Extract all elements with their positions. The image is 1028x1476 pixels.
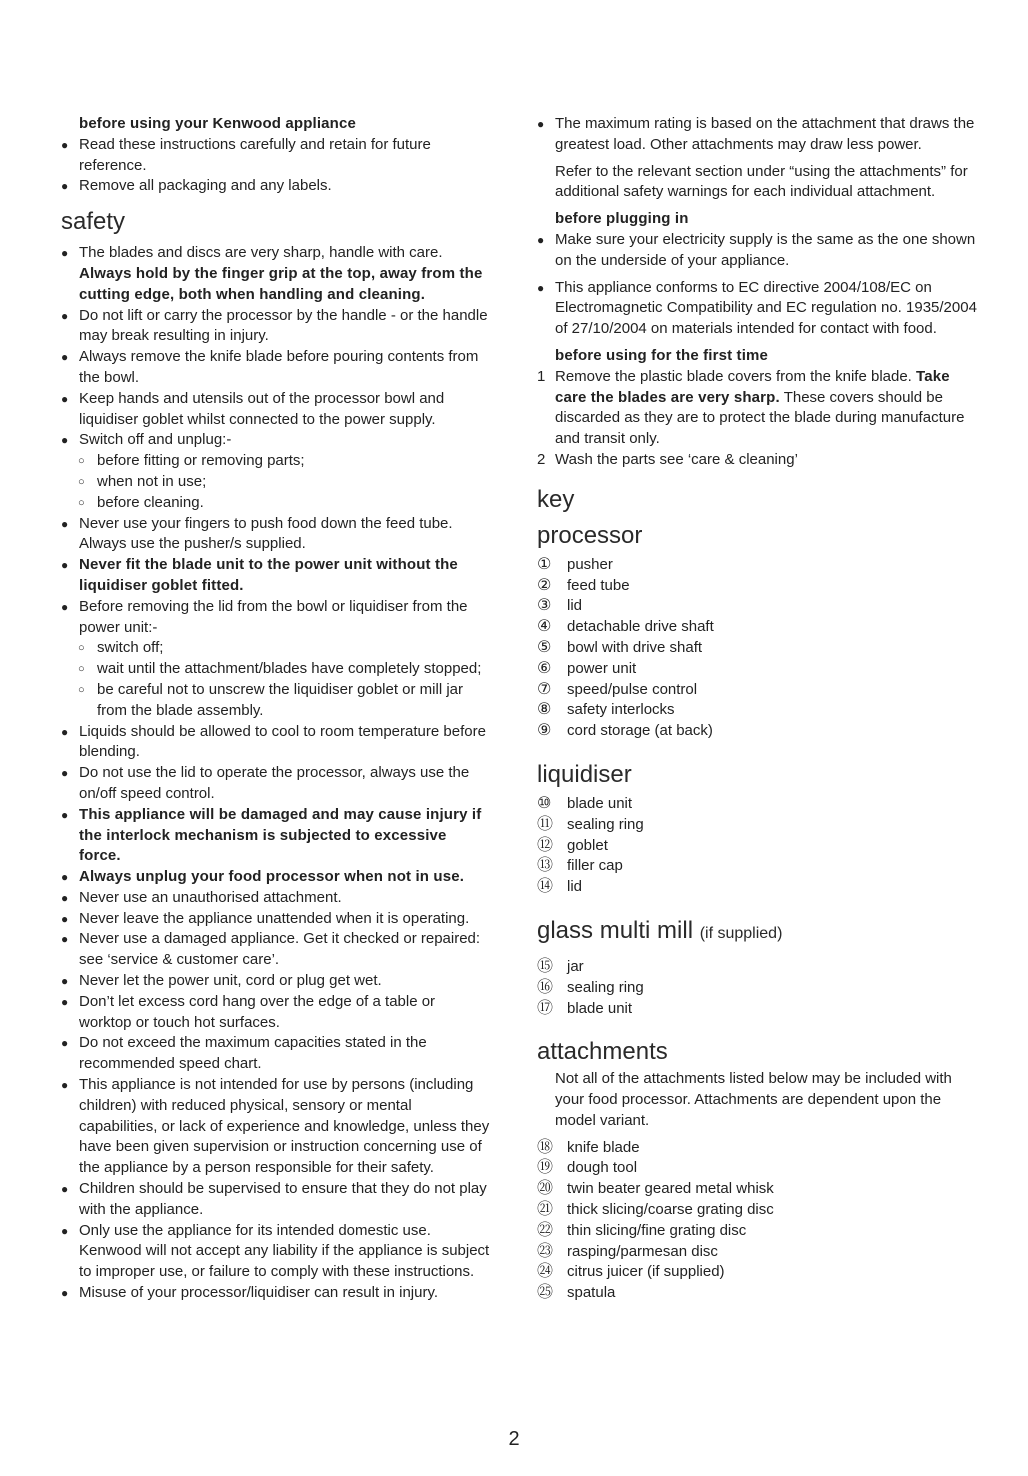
key-number: ⑥ (537, 659, 552, 677)
key-label: lid (567, 597, 583, 615)
key-number: ⑦ (537, 680, 552, 698)
safety-item: ● Don’t let excess cord hang over the edge of a table or worktop or touch hot surfaces. (61, 992, 491, 1034)
safety-title: safety (61, 208, 126, 236)
key-label: speed/pulse control (567, 680, 698, 698)
mill-title-text: glass multi mill (537, 916, 694, 944)
safety-item (61, 243, 491, 305)
key-number: ⑲ (537, 1159, 554, 1177)
key-item (537, 1158, 977, 1179)
key-item (537, 700, 977, 721)
key-item (537, 1221, 977, 1242)
safety-item: ● Only use the appliance for its intended domestic use. Kenwood will not accept any liability if the appliance is subject to improper use, or failure to comply with these instructions. (61, 1221, 491, 1283)
safety-item: ● Switch off and unplug:- (61, 430, 491, 451)
safety-warning: ● This appliance will be damaged and may cause injury if the interlock mechanism is subjected to excessive force. (61, 805, 491, 867)
safety-item: ● Always remove the knife blade before pouring contents from the bowl. (61, 347, 491, 389)
key-label: twin beater geared metal whisk (567, 1180, 774, 1198)
safety-text: ● The blades and discs are very sharp, handle with care. (79, 244, 443, 262)
key-item (537, 957, 977, 978)
safety-item: ● Never let the power unit, cord or plug get wet. (61, 971, 491, 992)
safety-item: ● Never use a damaged appliance. Get it checked or repaired: see ‘service & customer care’. (61, 929, 491, 971)
step-text: Wash the parts see ‘care & cleaning’ (555, 450, 798, 468)
key-item (537, 659, 977, 680)
key-label: sealing ring (567, 815, 644, 833)
page-number: 2 (508, 1428, 520, 1450)
key-label: goblet (567, 836, 608, 854)
key-label: citrus juicer (if supplied) (567, 1263, 725, 1281)
safety-subitem: ○ be careful not to unscrew the liquidiser goblet or mill jar from the blade assembly. (61, 680, 491, 722)
key-number: ⑤ (537, 638, 552, 656)
key-label: knife blade (567, 1138, 640, 1156)
attachments-title: attachments (537, 1038, 668, 1066)
processor-title: processor (537, 521, 643, 549)
safety-subitem: ○ when not in use; (61, 472, 491, 493)
safety-item: ● Do not use the lid to operate the processor, always use the on/off speed control. (61, 763, 491, 805)
step-number: 2 (537, 450, 546, 468)
key-item (537, 1138, 977, 1159)
key-item (537, 1262, 977, 1283)
key-label: spatula (567, 1284, 616, 1302)
safety-subitem: ○ before fitting or removing parts; (61, 451, 491, 472)
key-item (537, 680, 977, 701)
list-item: ● Read these instructions carefully and retain for future reference. (61, 135, 491, 177)
key-item (537, 836, 977, 857)
step-warning: Take care the blades are very sharp. (555, 367, 950, 406)
safety-item: ● Do not exceed the maximum capacities stated in the recommended speed chart. (61, 1033, 491, 1075)
step-item (537, 367, 977, 450)
key-number: ㉓ (537, 1242, 554, 1260)
key-number: ㉑ (537, 1201, 554, 1219)
key-number: ⑯ (537, 978, 554, 996)
key-label: pusher (567, 555, 613, 573)
left-column (61, 114, 491, 1304)
step-text: These covers should be discarded as they are to protect the blade during manufacture and transit only. (555, 388, 965, 448)
key-label: dough tool (567, 1159, 638, 1177)
right-column (537, 114, 977, 1304)
list-item: ● Remove all packaging and any labels. (61, 176, 491, 197)
key-number: ⑰ (537, 999, 554, 1017)
key-label: thin slicing/fine grating disc (567, 1221, 747, 1239)
safety-item: ● Before removing the lid from the bowl or liquidiser from the power unit:- (61, 597, 491, 639)
key-number: ㉕ (537, 1284, 554, 1302)
key-number: ⑭ (537, 878, 554, 896)
key-label: filler cap (567, 857, 623, 875)
list-item: ● This appliance conforms to EC directive 2004/108/EC on Electromagnetic Compatibility and EC regulation no. 1935/2004 of 27/10/2004 on materials intended for contact with food. (537, 278, 977, 340)
key-number: ㉒ (537, 1221, 554, 1239)
key-item (537, 576, 977, 597)
liquidiser-list (537, 794, 977, 898)
key-label: feed tube (567, 576, 630, 594)
key-item (537, 638, 977, 659)
key-item (537, 978, 977, 999)
safety-item: ● The maximum rating is based on the attachment that draws the greatest load. Other attachments may draw less power. (537, 114, 977, 156)
key-item (537, 596, 977, 617)
key-item (537, 999, 977, 1020)
attachments-intro: Not all of the attachments listed below may be included with your food processor. Attachments are dependent upon the model variant. (555, 1070, 952, 1129)
key-number: ⑫ (537, 836, 554, 854)
safety-item: ● Never use your fingers to push food down the feed tube. Always use the pusher/s supplied. (61, 514, 491, 556)
key-item (537, 1179, 977, 1200)
safety-warning: ● Always unplug your food processor when not in use. (61, 867, 491, 888)
safety-item: ● Misuse of your processor/liquidiser can result in injury. (61, 1283, 491, 1304)
key-label: lid (567, 878, 583, 896)
key-item (537, 856, 977, 877)
safety-subitem: ○ before cleaning. (61, 493, 491, 514)
key-label: blade unit (567, 999, 633, 1017)
key-label: cord storage (at back) (567, 722, 713, 740)
key-label: sealing ring (567, 978, 644, 996)
intro-heading: before using your Kenwood appliance (79, 115, 356, 132)
safety-subitem: ○ wait until the attachment/blades have completely stopped; (61, 659, 491, 680)
mill-note: (if supplied) (699, 924, 783, 942)
key-label: detachable drive shaft (567, 618, 714, 636)
attachments-list (537, 1138, 977, 1304)
safety-item: ● Liquids should be allowed to cool to room temperature before blending. (61, 722, 491, 764)
key-number: ① (537, 555, 552, 573)
key-number: ⑬ (537, 857, 554, 875)
step-number: 1 (537, 367, 546, 385)
key-item (537, 1242, 977, 1263)
key-number: ⑨ (537, 722, 552, 740)
safety-warning: ● Never fit the blade unit to the power unit without the liquidiser goblet fitted. (61, 555, 491, 597)
key-number: ⑳ (537, 1180, 554, 1198)
key-number: ⑩ (537, 794, 552, 812)
key-number: ⑪ (537, 815, 554, 833)
key-label: power unit (567, 659, 637, 677)
key-item (537, 1200, 977, 1221)
key-item (537, 815, 977, 836)
key-number: ㉔ (537, 1263, 554, 1281)
key-item (537, 794, 977, 815)
safety-item: ● Do not lift or carry the processor by the handle - or the handle may break resulting in injury. (61, 306, 491, 348)
safety-item: ● Keep hands and utensils out of the processor bowl and liquidiser goblet whilst connected to the power supply. (61, 389, 491, 431)
key-label: safety interlocks (567, 701, 675, 719)
key-number: ⑱ (537, 1138, 554, 1156)
first-use-heading: before using for the first time (555, 346, 769, 364)
key-number: ⑮ (537, 957, 554, 975)
list-item: ● Make sure your electricity supply is the same as the one shown on the underside of your appliance. (537, 230, 977, 272)
key-label: thick slicing/coarse grating disc (567, 1201, 774, 1219)
key-label: jar (567, 957, 584, 975)
mill-title (537, 916, 977, 949)
safety-item: ● Children should be supervised to ensure that they do not play with the appliance. (61, 1179, 491, 1221)
key-label: rasping/parmesan disc (567, 1242, 718, 1260)
processor-list (537, 555, 977, 742)
mill-list (537, 957, 977, 1019)
key-item (537, 721, 977, 742)
key-number: ④ (537, 618, 552, 636)
plug-heading: before plugging in (555, 210, 689, 228)
safety-item: ● This appliance is not intended for use by persons (including children) with reduced physical, sensory or mental capabilities, or lack of experience and knowledge, unless they have been given supervision or instruction concerning use of the appliance by a person responsible for their safety. (61, 1075, 491, 1179)
safety-item: ● Never leave the appliance unattended when it is operating. (61, 909, 491, 930)
safety-item: ● Never use an unauthorised attachment. (61, 888, 491, 909)
step-text: Remove the plastic blade covers from the knife blade. (555, 367, 912, 385)
key-number: ⑧ (537, 701, 552, 719)
key-item (537, 555, 977, 576)
safety-warning: Always hold by the finger grip at the top, away from the cutting edge, both when handling and cleaning. (79, 264, 483, 303)
key-title: key (537, 485, 575, 513)
key-label: bowl with drive shaft (567, 638, 703, 656)
key-item (537, 877, 977, 898)
step-item (537, 450, 977, 471)
safety-note: Refer to the relevant section under “using the attachments” for additional safety warnings for each individual attachment. (555, 162, 968, 201)
liquidiser-title: liquidiser (537, 760, 632, 788)
safety-subitem: ○ switch off; (61, 638, 491, 659)
key-label: blade unit (567, 794, 633, 812)
key-item (537, 1283, 977, 1304)
key-number: ③ (537, 597, 552, 615)
key-item (537, 617, 977, 638)
key-number: ② (537, 576, 552, 594)
